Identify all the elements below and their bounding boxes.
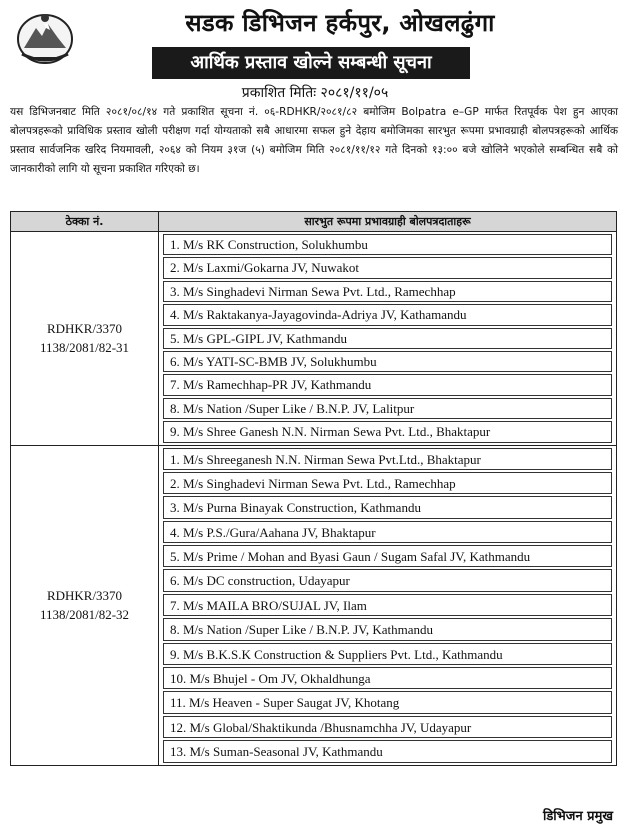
bidder-item: 7. M/s Ramechhap-PR JV, Kathmandu <box>163 374 612 395</box>
bidder-item: 1. M/s Shreeganesh N.N. Nirman Sewa Pvt.Ltd., Bhaktapur <box>163 448 612 470</box>
bidder-list-cell <box>159 232 617 446</box>
bidder-item: 1. M/s RK Construction, Solukhumbu <box>163 234 612 255</box>
bidder-item: 10. M/s Bhujel - Om JV, Okhaldhunga <box>163 667 612 689</box>
bidder-item: 12. M/s Global/Shaktikunda /Bhusnamchha JV, Udayapur <box>163 716 612 738</box>
bidder-list-cell <box>159 445 617 765</box>
bidders-header: सारभुत रूपमा प्रभावग्राही बोलपत्रदाताहरू <box>159 212 617 232</box>
contract-no-header: ठेक्का नं. <box>11 212 159 232</box>
bidder-item: 6. M/s YATI-SC-BMB JV, Solukhumbu <box>163 351 612 372</box>
office-title: सडक डिभिजन हर्कपुर, ओखलढुंगा <box>185 9 495 37</box>
bidder-item: 7. M/s MAILA BRO/SUJAL JV, Ilam <box>163 594 612 616</box>
bidder-item: 9. M/s B.K.S.K Construction & Suppliers Pvt. Ltd., Kathmandu <box>163 643 612 665</box>
signatory-title: डिभिजन प्रमुख <box>542 809 613 824</box>
bidder-item: 8. M/s Nation /Super Like / B.N.P. JV, Kathmandu <box>163 618 612 640</box>
contract-number-cell <box>11 445 159 765</box>
bidder-item: 13. M/s Suman-Seasonal JV, Kathmandu <box>163 740 612 762</box>
bidder-item: 8. M/s Nation /Super Like / B.N.P. JV, Lalitpur <box>163 398 612 419</box>
bidder-item: 2. M/s Singhadevi Nirman Sewa Pvt. Ltd., Ramechhap <box>163 472 612 494</box>
bidder-item: 9. M/s Shree Ganesh N.N. Nirman Sewa Pvt. Ltd., Bhaktapur <box>163 421 612 442</box>
notice-subtitle: आर्थिक प्रस्ताव खोल्ने सम्बन्धी सूचना <box>152 47 470 79</box>
contract-number-line2: 1138/2081/82-31 <box>39 340 130 356</box>
bidder-item: 4. M/s Raktakanya-Jayagovinda-Adriya JV, Kathamandu <box>163 304 612 325</box>
table-header-row <box>11 212 617 232</box>
contract-group-row <box>11 445 617 765</box>
contract-group-row <box>11 232 617 446</box>
nepal-emblem-icon <box>14 8 76 66</box>
bidder-item: 2. M/s Laxmi/Gokarna JV, Nuwakot <box>163 257 612 278</box>
bidder-item: 3. M/s Purna Binayak Construction, Kathmandu <box>163 496 612 518</box>
contract-number-line1: RDHKR/3370 <box>46 588 123 604</box>
bidder-item: 3. M/s Singhadevi Nirman Sewa Pvt. Ltd., Ramechhap <box>163 281 612 302</box>
notice-paragraph: यस डिभिजनबाट मिति २०८१/०८/१४ गते प्रकाशित सूचना नं. ०६-RDHKR/२०८१/८२ बमोजिम Bolpatra e–GP मार्फत रितपूर्वक पेश हुन आएका बोलपत्रहरूको प्राविधिक प्रस्ताव खोली परीक्षण गर्दा योग्यताको सबै आधारमा सफल हुने देहाय बमोजिमका सारभुत रूपमा प्रभावग्राही बोलपत्रहरूको आर्थिक प्रस्ताव सार्वजनिक खरिद नियमावली, २०६४ को नियम ३१ज (५) बमोजिम मिति २०८१/११/१२ गते दिनको १३:०० बजे खोलिने भएकोले सम्बन्धित सबै को जानकारीको लागि यो सूचना प्रकाशित गरिएको छ। <box>10 106 618 175</box>
bidders-table <box>10 211 617 766</box>
bidder-item: 5. M/s Prime / Mohan and Byasi Gaun / Sugam Safal JV, Kathmandu <box>163 545 612 567</box>
bidder-item: 4. M/s P.S./Gura/Aahana JV, Bhaktapur <box>163 521 612 543</box>
bidder-item: 5. M/s GPL-GIPL JV, Kathmandu <box>163 328 612 349</box>
bidder-item: 6. M/s DC construction, Udayapur <box>163 569 612 591</box>
bidder-item: 11. M/s Heaven - Super Saugat JV, Khotang <box>163 691 612 713</box>
contract-number-cell <box>11 232 159 446</box>
contract-number-line1: RDHKR/3370 <box>46 321 123 337</box>
publish-date: प्रकाशित मितिः २०८१/११/०५ <box>241 85 389 101</box>
contract-number-line2: 1138/2081/82-32 <box>39 607 130 623</box>
